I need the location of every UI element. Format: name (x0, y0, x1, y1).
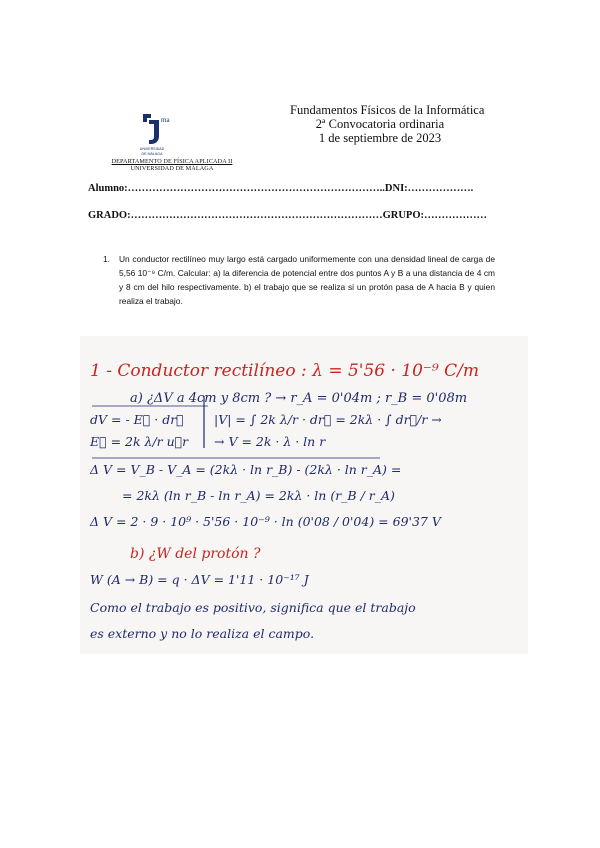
department-label (97, 158, 247, 172)
exam-session: 2ª Convocatoria ordinaria (315, 117, 445, 131)
hw-line-2: a) ¿ΔV a 4cm y 8cm ? → r_A = 0'04m ; r_B = 0'08m (130, 391, 468, 406)
hw-line-3b: |V| = ∫ 2k λ/r · dr⃗ = 2kλ · ∫ dr⃗/r → (214, 412, 442, 427)
hw-line-3a: dV = - E⃗ · dr⃗ (90, 412, 184, 427)
question-text: Un conductor rectilíneo muy largo está cargado uniformemente con una densidad lineal de carga de 5,56 10⁻⁹ C/m. Calcular: a) la diferencia de potencial entre dos puntos A y B a una distancia de 4 cm y 8 cm del hilo respectivamente. b) el trabajo que se realiza si un protón pasa de A hacia B y quien realiza el trabajo. (119, 254, 495, 306)
hw-line-9: W (A → B) = q · ΔV = 1'11 · 10⁻¹⁷ J (90, 572, 309, 587)
logo-superscript: ma (161, 116, 170, 124)
hw-line-4b: → V = 2k · λ · ln r (214, 434, 326, 449)
logo-line2: DE MÁLAGA (141, 152, 163, 156)
exam-header (290, 103, 485, 145)
course-title: Fundamentos Físicos de la Informática (290, 103, 485, 117)
hw-line-7: Δ V = 2 · 9 · 10⁹ · 5'56 · 10⁻⁹ · ln (0'08 / 0'04) = 69'37 V (90, 514, 441, 529)
handwritten-answer-photo (80, 336, 528, 654)
student-field[interactable]: Alumno:………………………………………………………………..DNI:………………. (88, 183, 474, 194)
hw-line-10: Como el trabajo es positivo, significa que el trabajo (90, 600, 416, 615)
question-number: 1. (103, 254, 110, 264)
hw-line-1: 1 - Conductor rectilíneo : λ = 5'56 · 10⁻⁹ C/m (90, 361, 479, 381)
hw-line-11: es externo y no lo realiza el campo. (90, 626, 315, 641)
exam-date: 1 de septiembre de 2023 (318, 131, 442, 145)
hw-line-4a: E⃗ = 2k λ/r u⃗r (90, 434, 189, 449)
hw-line-6: = 2kλ (ln r_B - ln r_A) = 2kλ · ln (r_B / r_A) (122, 488, 395, 503)
university-logo (133, 108, 213, 158)
hw-line-8: b) ¿W del protón ? (130, 546, 261, 562)
hw-line-5: Δ V = V_B - V_A = (2kλ · ln r_B) - (2kλ · ln r_A) = (90, 462, 402, 477)
question-1 (103, 252, 495, 308)
department-line2: UNIVERSIDAD DE MÁLAGA (130, 165, 214, 172)
logo-line1: UNIVERSIDAD (139, 147, 165, 151)
department-line1: DEPARTAMENTO DE FÍSICA APLICADA II (111, 158, 233, 165)
degree-field[interactable]: GRADO:………………………………………………………………GRUPO:……………… (88, 210, 487, 221)
